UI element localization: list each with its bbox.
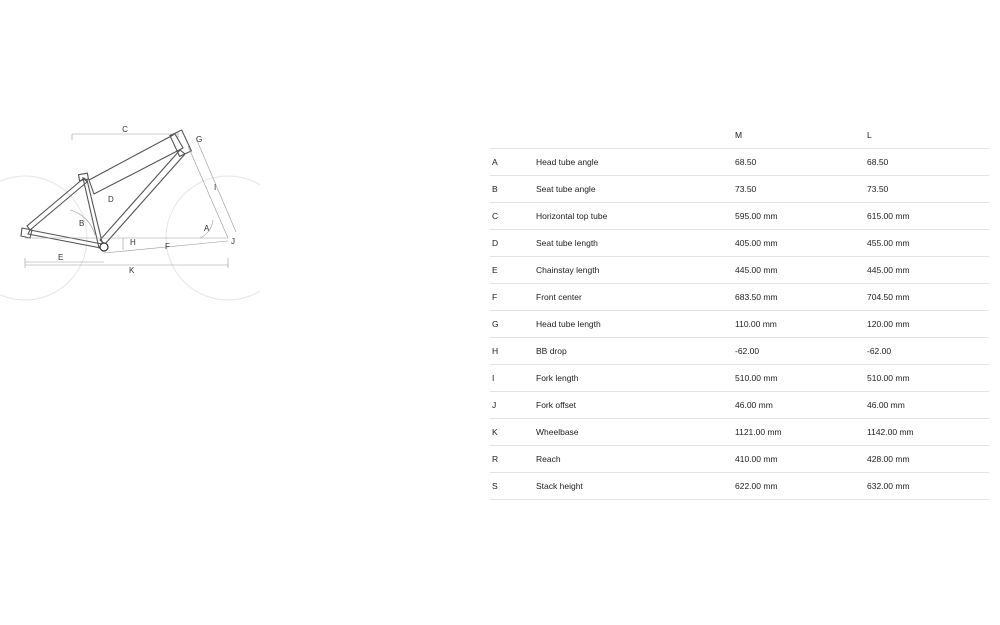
table-row [490,203,989,230]
row-measurement-name: Fork length [536,373,579,383]
row-value-l: 704.50 mm [867,292,910,302]
header-size-m: M [735,130,743,140]
dim-label-h: H [130,238,136,247]
dim-label-a: A [204,224,210,233]
row-letter: A [492,157,498,167]
row-letter: J [492,400,497,410]
row-measurement-name: Front center [536,292,582,302]
row-measurement-name: Stack height [536,481,583,491]
dim-label-f: F [165,242,170,251]
table-body [490,149,989,500]
table-row [490,419,989,446]
row-value-l: 46.00 mm [867,400,905,410]
row-letter: H [492,346,499,356]
row-value-l: 455.00 mm [867,238,910,248]
dim-label-b: B [79,219,85,228]
row-value-l: 632.00 mm [867,481,910,491]
table-row [490,284,989,311]
row-letter: D [492,238,499,248]
row-value-l: 73.50 [867,184,889,194]
row-value-m: 445.00 mm [735,265,778,275]
dim-label-c: C [122,125,128,134]
row-value-l: -62.00 [867,346,892,356]
dim-label-i: I [214,183,217,192]
header-size-l: L [867,130,872,140]
table-row [490,338,989,365]
row-value-m: 683.50 mm [735,292,778,302]
table-row [490,473,989,500]
row-letter: S [492,481,498,491]
row-value-m: -62.00 [735,346,760,356]
row-measurement-name: Seat tube angle [536,184,596,194]
row-value-m: 1121.00 mm [735,427,782,437]
bottom-bracket [100,243,108,251]
row-value-l: 1142.00 mm [867,427,914,437]
row-measurement-name: Seat tube length [536,238,598,248]
row-letter: C [492,211,499,221]
row-measurement-name: Head tube length [536,319,601,329]
row-letter: B [492,184,498,194]
row-measurement-name: Fork offset [536,400,576,410]
dim-label-d: D [108,195,114,204]
row-value-m: 110.00 mm [735,319,777,329]
row-letter: E [492,265,498,275]
table-row [490,365,989,392]
row-value-m: 46.00 mm [735,400,773,410]
dim-label-j: J [231,237,235,246]
row-value-l: 445.00 mm [867,265,910,275]
row-letter: G [492,319,499,329]
row-value-m: 595.00 mm [735,211,778,221]
row-measurement-name: Reach [536,454,561,464]
row-measurement-name: Head tube angle [536,157,599,167]
row-measurement-name: Wheelbase [536,427,579,437]
row-value-m: 405.00 mm [735,238,778,248]
row-value-m: 622.00 mm [735,481,778,491]
table-row [490,311,989,338]
row-letter: F [492,292,498,302]
row-value-m: 73.50 [735,184,757,194]
table-row [490,446,989,473]
bike-frame [21,130,191,248]
table-row [490,257,989,284]
dimension-lines [25,132,236,268]
row-value-l: 68.50 [867,157,889,167]
row-value-m: 510.00 mm [735,373,778,383]
table-row [490,392,989,419]
frame-geometry-svg [0,110,260,310]
row-value-l: 510.00 mm [867,373,910,383]
row-letter: R [492,454,499,464]
dim-label-e: E [58,253,64,262]
row-value-l: 120.00 mm [867,319,910,329]
table-row [490,230,989,257]
row-measurement-name: Horizontal top tube [536,211,608,221]
geometry-table [490,122,989,500]
row-value-l: 615.00 mm [867,211,910,221]
table-row [490,149,989,176]
table-row [490,176,989,203]
row-value-m: 410.00 mm [735,454,778,464]
row-value-l: 428.00 mm [867,454,910,464]
row-measurement-name: Chainstay length [536,265,600,275]
row-measurement-name: BB drop [536,346,567,356]
table-header-row [490,122,989,149]
frame-geometry-diagram [0,110,260,310]
row-letter: I [492,373,495,383]
row-value-m: 68.50 [735,157,757,167]
dim-label-k: K [129,266,135,275]
dim-label-g: G [196,135,203,144]
row-letter: K [492,427,498,437]
